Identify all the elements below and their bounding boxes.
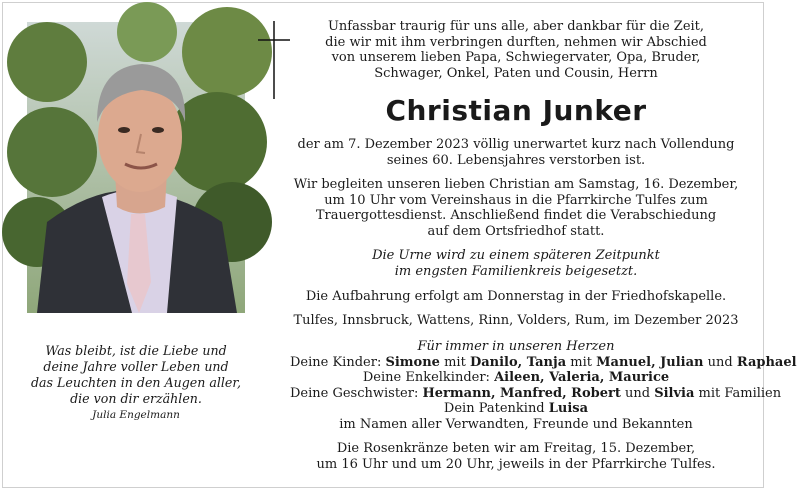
quote-line: die von dir erzählen. [70, 391, 202, 406]
family-heading: Für immer in unseren Herzen [417, 339, 615, 354]
godchild-line [290, 401, 742, 417]
connector: mit [570, 354, 592, 370]
deceased-name: Christian Junker [385, 94, 647, 127]
places-date-line: Tulfes, Innsbruck, Wattens, Rinn, Volders, Rum, im Dezember 2023 [293, 313, 739, 328]
sibling-name: Silvia [654, 385, 695, 401]
connector: und [707, 354, 733, 370]
intro-line: Schwager, Onkel, Paten und Cousin, Herrn [374, 65, 658, 81]
viewing-line: Die Aufbahrung erfolgt am Donnerstag in der Friedhofskapelle. [305, 289, 727, 304]
child-name: Manuel, Julian [596, 354, 704, 370]
child-name: Raphael [736, 354, 797, 370]
grandchildren-line [290, 370, 742, 386]
sibling-names: Hermann, Manfred, Robert [422, 385, 621, 401]
service-line: auf dem Ortsfriedhof statt. [427, 223, 605, 239]
death-line: der am 7. Dezember 2023 völlig unerwartet kurz nach Vollendung [297, 137, 735, 152]
places-date [290, 313, 742, 329]
siblings-line [290, 385, 782, 402]
death-line: seines 60. Lebensjahres verstorben ist. [386, 152, 646, 168]
service-line: um 10 Uhr vom Vereinshaus in die Pfarrkirche Tulfes zum [324, 192, 708, 208]
children-line [290, 354, 797, 371]
intro-text [290, 19, 742, 81]
viewing-text [290, 289, 742, 305]
family-block [290, 339, 797, 433]
quote-line: Was bleibt, ist die Liebe und [45, 343, 227, 358]
siblings-suffix: mit Familien [698, 385, 782, 401]
service-line: Trauergottesdienst. Anschließend findet die Verabschiedung [315, 208, 717, 224]
children-prefix: Deine Kinder: [290, 354, 382, 370]
connector: und [624, 385, 651, 401]
closing-line: im Namen aller Verwandten, Freunde und Bekannten [339, 416, 693, 432]
grandchildren-names: Aileen, Valeria, Maurice [494, 370, 670, 386]
intro-line: Unfassbar traurig für uns alle, aber dankbar für die Zeit, [327, 19, 705, 34]
intro-line: von unserem lieben Papa, Schwiegervater, Opa, Bruder, [331, 50, 701, 66]
intro-line: die wir mit ihm verbringen durften, nehmen wir Abschied [325, 34, 707, 50]
godchild-prefix: Dein Patenkind [443, 401, 545, 417]
service-text [290, 177, 742, 239]
child-name: Danilo, Tanja [469, 354, 567, 370]
quote-author: Julia Engelmann [92, 409, 180, 421]
service-line: Wir begleiten unseren lieben Christian am Samstag, 16. Dezember, [293, 177, 739, 192]
portrait-photo [27, 22, 245, 313]
memorial-quote [27, 343, 245, 407]
death-notice-text [290, 137, 742, 168]
grandchildren-prefix: Deine Enkelkinder: [362, 370, 490, 386]
urn-text [290, 248, 742, 279]
urn-line: Die Urne wird zu einem späteren Zeitpunkt [372, 248, 660, 263]
rosary-text [290, 441, 742, 472]
rosary-line: um 16 Uhr und um 20 Uhr, jeweils in der Pfarrkirche Tulfes. [316, 456, 716, 472]
quote-line: deine Jahre voller Leben und [43, 359, 229, 374]
siblings-prefix: Deine Geschwister: [290, 385, 419, 401]
godchild-name: Luisa [548, 401, 589, 417]
rosary-line: Die Rosenkränze beten wir am Freitag, 15. Dezember, [336, 441, 696, 456]
child-name: Simone [385, 354, 440, 370]
quote-line: das Leuchten in den Augen aller, [30, 375, 242, 390]
cross-icon [258, 21, 290, 99]
connector: mit [444, 354, 466, 370]
urn-line: im engsten Familienkreis beigesetzt. [394, 263, 638, 279]
